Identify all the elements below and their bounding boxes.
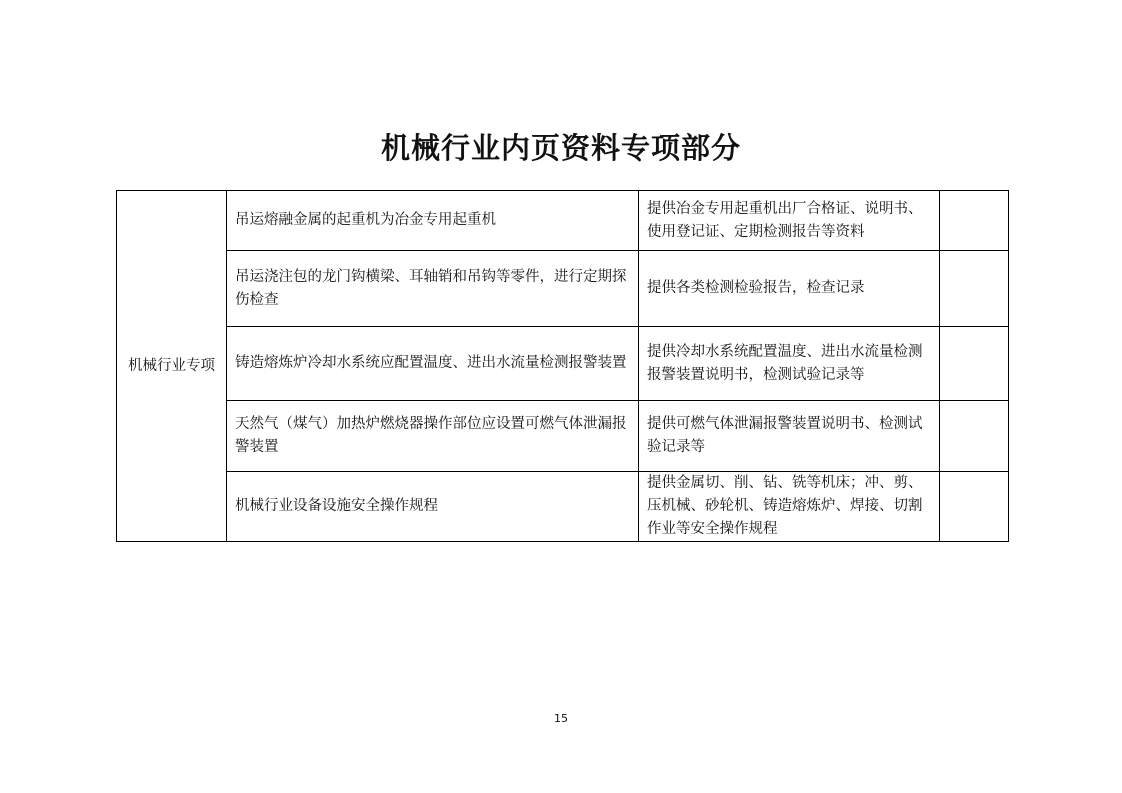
check-cell <box>940 191 1009 251</box>
check-cell <box>940 472 1009 542</box>
check-cell <box>940 251 1009 327</box>
materials-cell: 提供冷却水系统配置温度、进出水流量检测报警装置说明书，检测试验记录等 <box>639 327 940 401</box>
materials-cell: 提供冶金专用起重机出厂合格证、说明书、使用登记证、定期检测报告等资料 <box>639 191 940 251</box>
requirement-cell: 铸造熔炼炉冷却水系统应配置温度、进出水流量检测报警装置 <box>227 327 639 401</box>
table-row <box>117 401 1009 472</box>
requirement-cell: 吊运浇注包的龙门钩横梁、耳轴销和吊钩等零件，进行定期探伤检查 <box>227 251 639 327</box>
table-row <box>117 472 1009 542</box>
table-row <box>117 251 1009 327</box>
requirement-cell: 吊运熔融金属的起重机为冶金专用起重机 <box>227 191 639 251</box>
requirement-cell: 天然气（煤气）加热炉燃烧器操作部位应设置可燃气体泄漏报警装置 <box>227 401 639 472</box>
check-cell <box>940 327 1009 401</box>
materials-cell: 提供可燃气体泄漏报警装置说明书、检测试验记录等 <box>639 401 940 472</box>
page-title: 机械行业内页资料专项部分 <box>380 131 741 165</box>
category-cell: 机械行业专项 <box>117 191 227 542</box>
requirement-cell: 机械行业设备设施安全操作规程 <box>227 472 639 542</box>
check-cell <box>940 401 1009 472</box>
table-row <box>117 191 1009 251</box>
page-number: 15 <box>554 712 568 725</box>
inspection-table <box>116 190 1009 542</box>
materials-cell: 提供各类检测检验报告，检查记录 <box>639 251 940 327</box>
table-row <box>117 327 1009 401</box>
materials-cell: 提供金属切、削、钻、铣等机床；冲、剪、压机械、砂轮机、铸造熔炼炉、焊接、切割作业等安全操作规程 <box>639 472 940 542</box>
